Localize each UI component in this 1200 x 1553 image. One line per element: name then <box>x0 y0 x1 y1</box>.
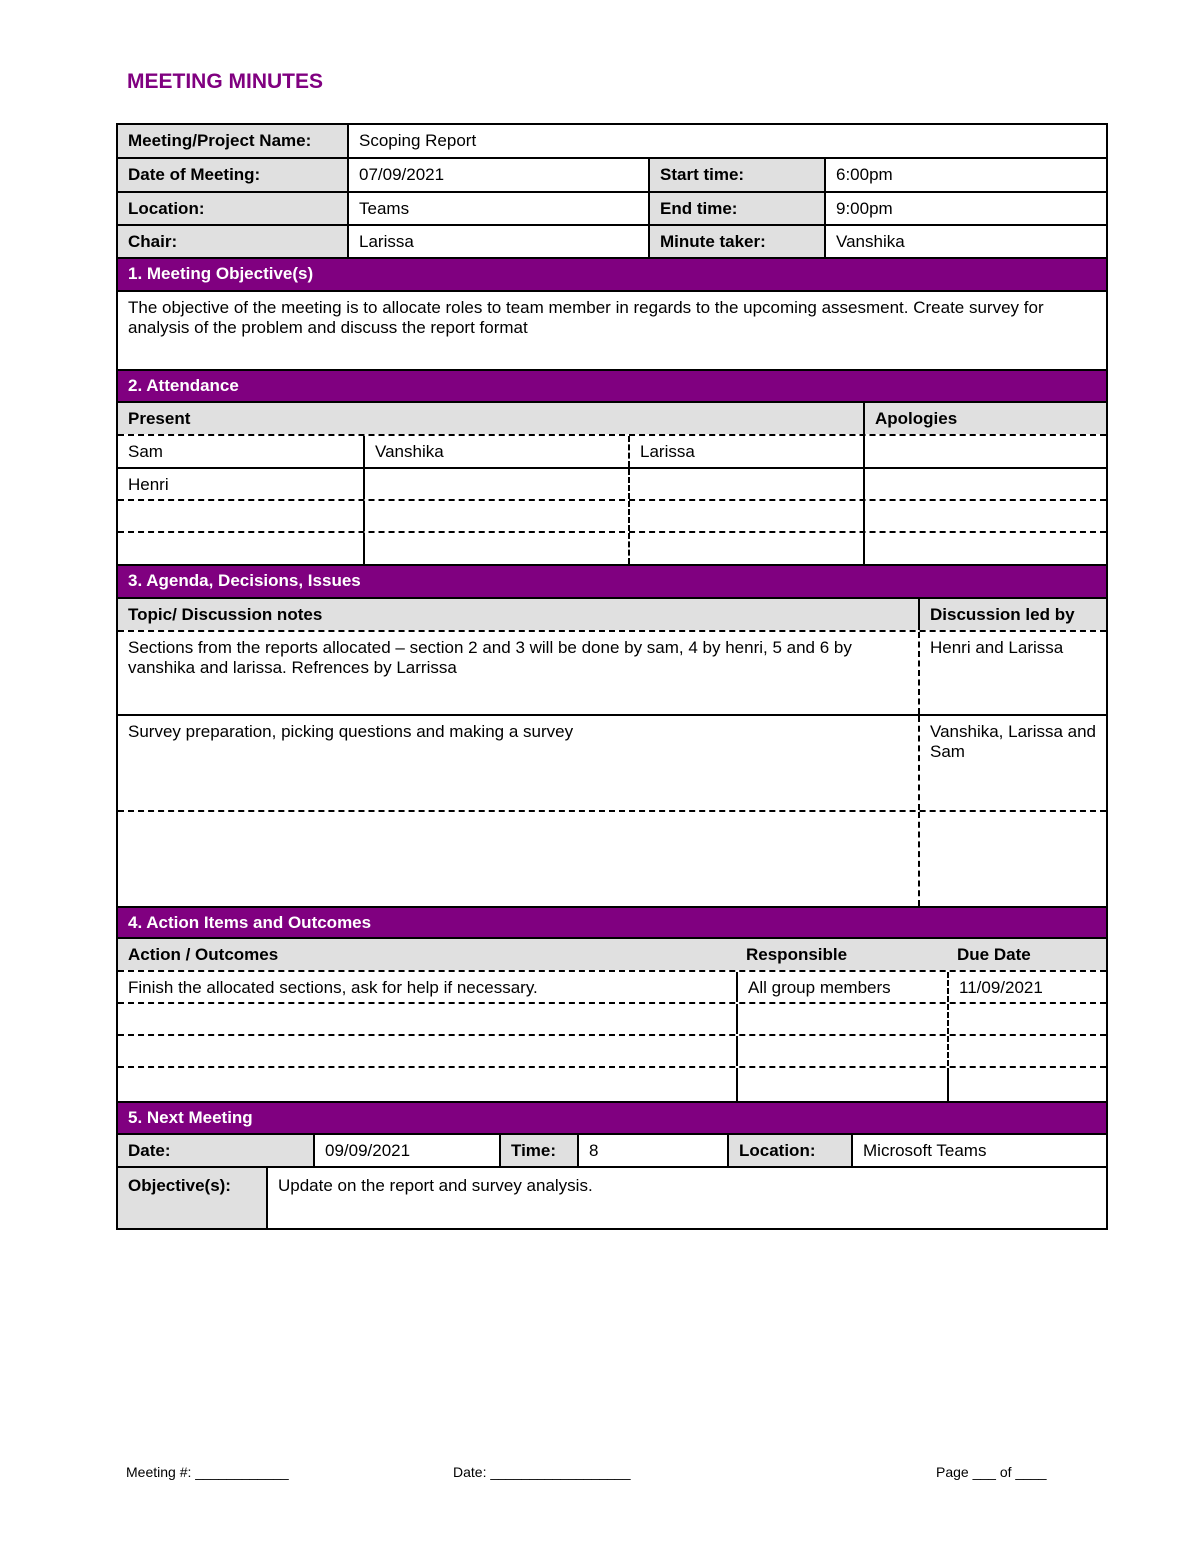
action-text[interactable]: Finish the allocated sections, ask for help if necessary. <box>128 978 538 997</box>
agenda-notes[interactable]: Sections from the reports allocated – section 2 and 3 will be done by sam, 4 by henri, 5 and 6 by vanshika and larissa. Refrences by Larrissa <box>128 638 852 677</box>
present-cell[interactable]: Sam <box>128 442 163 461</box>
footer-meeting-number: Meeting #: ____________ <box>126 1464 289 1480</box>
agenda-led-by[interactable] <box>918 812 1106 906</box>
action-responsible[interactable] <box>736 1004 947 1034</box>
apologies-cell[interactable] <box>863 501 1106 531</box>
next-date-value[interactable]: 09/09/2021 <box>313 1135 499 1166</box>
present-cell[interactable] <box>628 469 863 499</box>
due-date-label: Due Date <box>947 939 1106 970</box>
chair-row <box>118 224 1106 257</box>
attendance-row <box>118 499 1106 531</box>
present-cell[interactable] <box>363 469 628 499</box>
action-due-date[interactable] <box>947 1036 1106 1066</box>
actions-subheader <box>118 937 1106 970</box>
discussion-led-label: Discussion led by <box>918 599 1106 630</box>
objective-row <box>118 290 1106 369</box>
footer-date: Date: __________________ <box>453 1464 631 1480</box>
responsible-label: Responsible <box>736 939 947 970</box>
agenda-heading: 3. Agenda, Decisions, Issues <box>118 564 1106 597</box>
agenda-led-by[interactable]: Henri and Larissa <box>918 632 1106 714</box>
next-time-value[interactable]: 8 <box>577 1135 727 1166</box>
action-due-date[interactable] <box>947 1068 1106 1101</box>
minute-taker-label: Minute taker: <box>648 226 824 257</box>
action-responsible[interactable] <box>736 1068 947 1101</box>
present-cell[interactable] <box>118 501 363 531</box>
action-row <box>118 1066 1106 1101</box>
apologies-label: Apologies <box>863 403 1106 434</box>
next-date-label: Date: <box>118 1135 313 1166</box>
meeting-name-label: Meeting/Project Name: <box>118 125 347 157</box>
next-location-label: Location: <box>727 1135 851 1166</box>
action-text[interactable] <box>118 1036 736 1066</box>
apologies-cell[interactable] <box>863 469 1106 499</box>
next-meeting-row <box>118 1133 1106 1166</box>
apologies-cell[interactable] <box>863 436 1106 467</box>
objective-text[interactable]: The objective of the meeting is to allocate roles to team member in regards to the upcoming assesment. Create survey for analysis of the problem and discuss the report format <box>128 298 1044 337</box>
agenda-subheader <box>118 597 1106 630</box>
agenda-row <box>118 810 1106 906</box>
action-row <box>118 1002 1106 1034</box>
minute-taker-value[interactable]: Vanshika <box>824 226 1106 257</box>
present-label: Present <box>118 403 863 434</box>
present-cell[interactable] <box>118 533 363 564</box>
topic-label: Topic/ Discussion notes <box>118 599 918 630</box>
actions-heading: 4. Action Items and Outcomes <box>118 906 1106 937</box>
end-time-value[interactable]: 9:00pm <box>824 193 1106 224</box>
agenda-led-by[interactable]: Vanshika, Larissa and Sam <box>918 716 1106 810</box>
action-row <box>118 1034 1106 1066</box>
action-label: Action / Outcomes <box>118 939 736 970</box>
present-cell[interactable] <box>363 533 628 564</box>
next-objective-row <box>118 1166 1106 1228</box>
attendance-row <box>118 434 1106 467</box>
location-value[interactable]: Teams <box>347 193 648 224</box>
date-label: Date of Meeting: <box>118 159 347 191</box>
agenda-row <box>118 714 1106 810</box>
action-text[interactable] <box>118 1068 736 1101</box>
present-cell[interactable]: Larissa <box>628 436 863 467</box>
action-due-date[interactable] <box>947 1004 1106 1034</box>
present-cell[interactable] <box>628 501 863 531</box>
present-cell[interactable]: Vanshika <box>363 436 628 467</box>
page-title: MEETING MINUTES <box>127 70 324 93</box>
apologies-cell[interactable] <box>863 533 1106 564</box>
agenda-notes[interactable] <box>118 812 918 906</box>
location-label: Location: <box>118 193 347 224</box>
next-objective-value[interactable]: Update on the report and survey analysis. <box>266 1168 1106 1228</box>
next-time-label: Time: <box>499 1135 577 1166</box>
action-due-date[interactable]: 11/09/2021 <box>947 972 1106 1002</box>
present-cell[interactable]: Henri <box>128 475 169 494</box>
present-cell[interactable] <box>628 533 863 564</box>
start-time-value[interactable]: 6:00pm <box>824 159 1106 191</box>
attendance-heading: 2. Attendance <box>118 369 1106 401</box>
date-value[interactable]: 07/09/2021 <box>347 159 648 191</box>
objective-heading: 1. Meeting Objective(s) <box>118 257 1106 290</box>
attendance-subheader <box>118 401 1106 434</box>
meeting-name-row <box>118 125 1106 157</box>
next-location-value[interactable]: Microsoft Teams <box>851 1135 1106 1166</box>
attendance-row <box>118 467 1106 499</box>
next-meeting-heading: 5. Next Meeting <box>118 1101 1106 1133</box>
attendance-row <box>118 531 1106 564</box>
agenda-notes[interactable]: Survey preparation, picking questions and making a survey <box>128 722 574 741</box>
end-time-label: End time: <box>648 193 824 224</box>
next-objective-label: Objective(s): <box>118 1168 266 1228</box>
action-row <box>118 970 1106 1002</box>
start-time-label: Start time: <box>648 159 824 191</box>
agenda-row <box>118 630 1106 714</box>
date-row <box>118 157 1106 191</box>
minutes-form <box>116 123 1108 1230</box>
meeting-name-value[interactable]: Scoping Report <box>347 125 1106 157</box>
action-text[interactable] <box>118 1004 736 1034</box>
chair-value[interactable]: Larissa <box>347 226 648 257</box>
location-row <box>118 191 1106 224</box>
present-cell[interactable] <box>363 501 628 531</box>
footer-page: Page ___ of ____ <box>936 1464 1047 1480</box>
action-responsible[interactable] <box>736 1036 947 1066</box>
chair-label: Chair: <box>118 226 347 257</box>
action-responsible[interactable]: All group members <box>736 972 947 1002</box>
